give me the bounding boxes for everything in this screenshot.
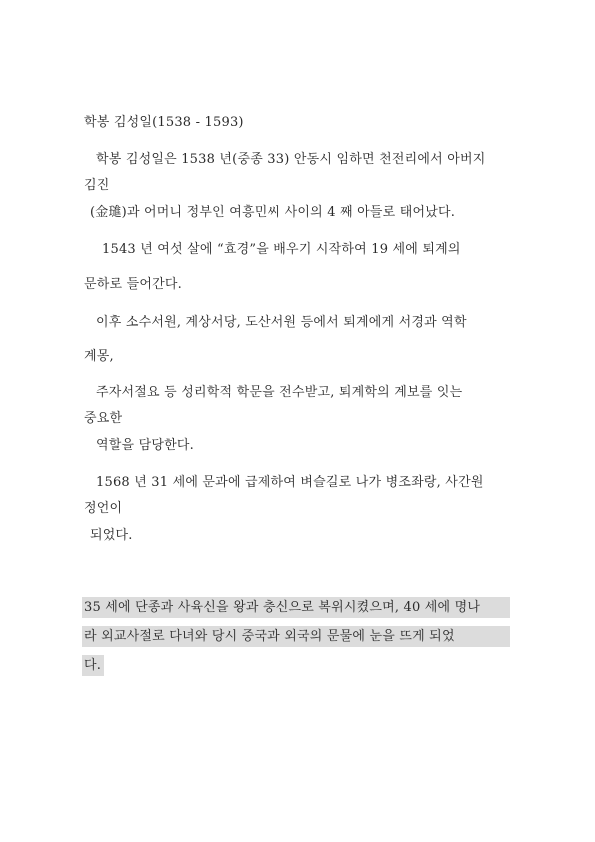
paragraph-line: (金璡)과 어머니 정부인 여흥민씨 사이의 4 째 아들로 태어났다. (90, 205, 456, 220)
paragraph-line: 이후 소수서원, 계상서당, 도산서원 등에서 퇴계에게 서경과 역학 (96, 315, 467, 330)
highlighted-line: 다. (84, 658, 102, 673)
paragraph-line: 문하로 들어간다. (84, 277, 182, 292)
highlighted-line: 라 외교사절로 다녀와 당시 중국과 외국의 문물에 눈을 뜨게 되었 (84, 629, 455, 644)
paragraph-line: 주자서절요 등 성리학적 학문을 전수받고, 퇴계학의 계보를 잇는 (96, 385, 463, 400)
paragraph-line: 계몽, (84, 349, 114, 364)
paragraph-line: 김진 (84, 178, 110, 193)
document-title: 학봉 김성일(1538 - 1593) (84, 115, 244, 130)
paragraph-line: 1543 년 여섯 살에 “효경”을 배우기 시작하여 19 세에 퇴계의 (102, 242, 461, 257)
highlighted-line: 35 세에 단종과 사육신을 왕과 충신으로 복위시켰으며, 40 세에 명나 (84, 600, 481, 615)
paragraph-line: 역할을 담당한다. (96, 438, 194, 453)
paragraph-line: 중요한 (84, 411, 123, 426)
paragraph-line: 1568 년 31 세에 문과에 급제하여 벼슬길로 나가 병조좌랑, 사간원 (96, 475, 484, 490)
paragraph-line: 정언이 (84, 501, 123, 516)
paragraph-line: 되었다. (90, 528, 133, 543)
paragraph-line: 학봉 김성일은 1538 년(중종 33) 안동시 임하면 천전리에서 아버지 (96, 152, 486, 167)
